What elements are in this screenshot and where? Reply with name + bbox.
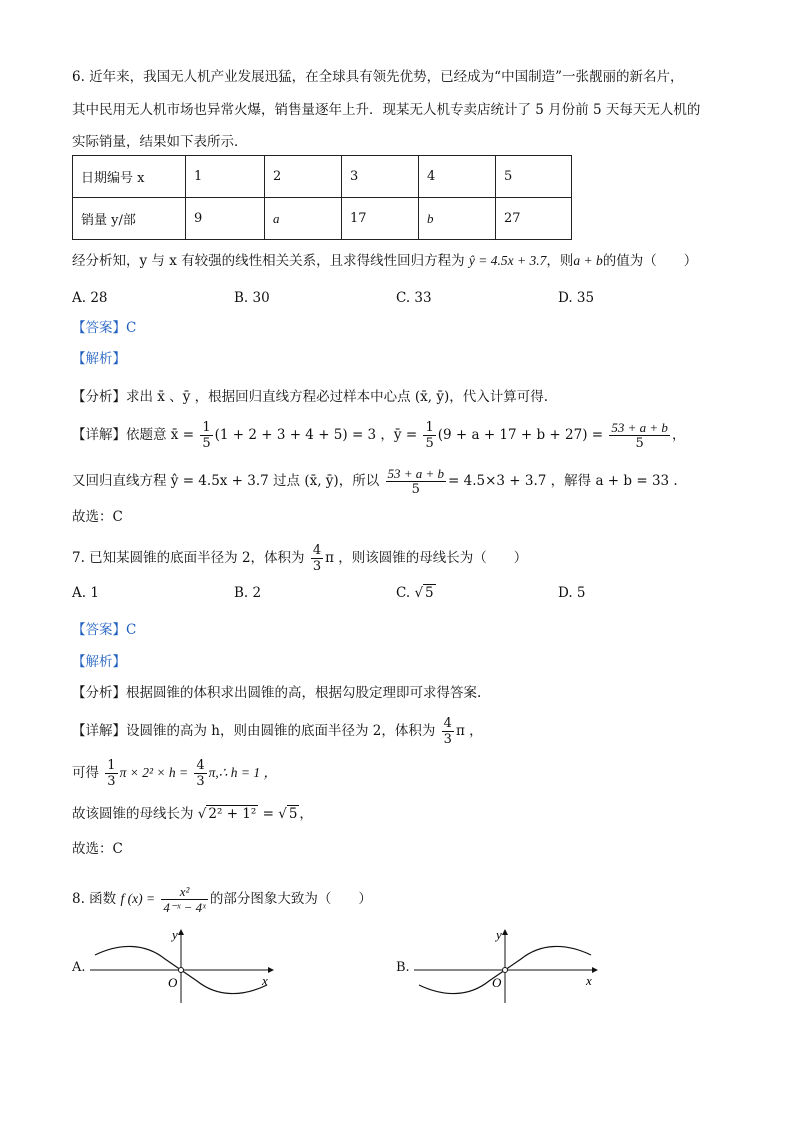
x-axis-label: x — [262, 973, 268, 988]
q7-xiangjie: 【详解】设圆锥的高为 h，则由圆锥的底面半径为 2，体积为 $\frac{4}{3}$ π ， — [72, 716, 483, 747]
graph-a-label: A. — [72, 960, 86, 975]
fraction: $\frac{53 + a + b}{5}$ — [611, 420, 668, 451]
sqrt-sign: √ — [278, 806, 287, 822]
q7-muxian: 故该圆锥的母线长为 √ 2² + 1² = √ 5 ， — [72, 806, 313, 822]
fraction: $\frac{\text{x²}}{\text{4⁻ˣ − 4ˣ}}$ — [163, 884, 206, 915]
q7-analysis-heading: 【解析】 — [72, 654, 126, 670]
fraction: $\frac{53 + a + b}{5}$ — [387, 466, 445, 497]
table-row — [73, 156, 572, 198]
y-axis-arrow-icon — [178, 929, 184, 935]
x-axis-label: x — [586, 973, 592, 988]
q6-line-2: 其中民用无人机市场也异常火爆，销售量逐年上升．现某无人机专卖店统计了 5 月份前 5 天每天无人机的 — [72, 102, 701, 118]
sqrt-sign: √ — [197, 806, 207, 822]
q6-option-c: C. 33 — [396, 290, 432, 306]
q6-stem: 经分析知，y 与 x 有较强的线性相关关系，且求得线性回归方程为 ŷ = 4.5x + 3.7，则a + b的值为（ ） — [72, 253, 698, 269]
origin-label: O — [168, 975, 178, 990]
y-axis-arrow-icon — [502, 929, 508, 935]
q6-again: 又回归直线方程 ŷ = 4.5x + 3.7 过点 (x̄, ȳ)，所以 $\frac{53 + a + b}{5}$ = 4.5×3 + 3.7 ，解得 a + b = 33 . — [72, 466, 678, 497]
q7-kede: 可得 $\frac{1}{3}$ π × 2² × h = $\frac{4}{3}$ π,∴ h = 1 ， — [72, 758, 278, 789]
fraction: $\frac{1}{5}$ — [202, 420, 211, 451]
y-axis-label: y — [496, 927, 502, 942]
fraction: $\frac{4}{3}$ — [312, 543, 322, 574]
q7-option-a: A. 1 — [72, 585, 99, 601]
q6-choose: 故选：C — [72, 509, 123, 525]
y-axis-label: y — [172, 927, 178, 942]
table-cell: a — [265, 198, 342, 240]
table-header-cell: 销量 y/部 — [73, 198, 186, 240]
q7-answer: 【答案】C — [72, 622, 137, 638]
fraction: $\frac{4}{3}$ — [196, 758, 205, 789]
x-axis-arrow-icon — [592, 967, 598, 973]
table-cell: 27 — [496, 198, 572, 240]
table-row — [73, 198, 572, 240]
q6-line-1: 6. 近年来，我国无人机产业发展迅猛，在全球具有领先优势，已经成为“中国制造”一张靓丽的新名片， — [72, 69, 684, 85]
table-cell: b — [419, 198, 496, 240]
q6-fenxi: 【分析】求出 x̄ 、ȳ ，根据回归直线方程必过样本中心点 (x̄, ȳ)，代入计算可得. — [72, 389, 549, 405]
hollow-origin-point — [179, 968, 184, 973]
table-cell: 5 — [496, 156, 572, 198]
q7-option-b: B. 2 — [234, 585, 262, 601]
q6-analysis-heading: 【解析】 — [72, 351, 126, 367]
hollow-origin-point — [503, 968, 508, 973]
origin-label: O — [492, 975, 502, 990]
table-cell: 4 — [419, 156, 496, 198]
q7-option-c: C. √ 5 — [396, 585, 434, 601]
table-cell: 3 — [342, 156, 419, 198]
fraction: $\frac{1}{3}$ — [107, 758, 116, 789]
table-cell: 9 — [186, 198, 265, 240]
q7-option-d: D. 5 — [558, 585, 586, 601]
q6-line-3: 实际销量，结果如下表所示． — [72, 134, 248, 150]
x-axis-arrow-icon — [268, 967, 274, 973]
table-cell: 1 — [186, 156, 265, 198]
q6-option-a: A. 28 — [72, 290, 108, 306]
graph-a — [90, 925, 280, 1005]
graph-b-label: B. — [396, 960, 410, 975]
q7-fenxi: 【分析】根据圆锥的体积求出圆锥的高，根据勾股定理即可求得答案. — [72, 685, 482, 701]
q7-stem: 7. 已知某圆锥的底面半径为 2，体积为 $\frac{4}{3}$ π ，则该圆锥的母线长为（ ） — [72, 543, 528, 574]
q6-option-b: B. 30 — [234, 290, 270, 306]
sales-table — [72, 155, 572, 240]
q6-option-d: D. 35 — [558, 290, 595, 306]
q6-xiangjie: 【详解】依题意 x̄ = $\frac{1}{5}$ (1 + 2 + 3 + 4 + 5) = 3 ，ȳ = $\frac{1}{5}$ (9 + a + 17 + b + 27) = $\frac{53 + a + b}{5}$ ， — [72, 420, 686, 451]
q8-stem: 8. 函数 f (x) = $\frac{\text{x²}}{\text{4⁻ˣ − 4ˣ}}$ 的部分图象大致为（ ） — [72, 884, 372, 915]
sqrt-sign: √ — [414, 585, 424, 601]
table-cell: 2 — [265, 156, 342, 198]
table-cell: 17 — [342, 198, 419, 240]
q6-answer: 【答案】C — [72, 320, 137, 336]
fraction: $\frac{1}{5}$ — [425, 420, 434, 451]
graph-b — [414, 925, 604, 1005]
fraction: $\frac{4}{3}$ — [443, 716, 452, 747]
table-header-cell: 日期编号 x — [73, 156, 186, 198]
q7-choose: 故选：C — [72, 841, 123, 857]
